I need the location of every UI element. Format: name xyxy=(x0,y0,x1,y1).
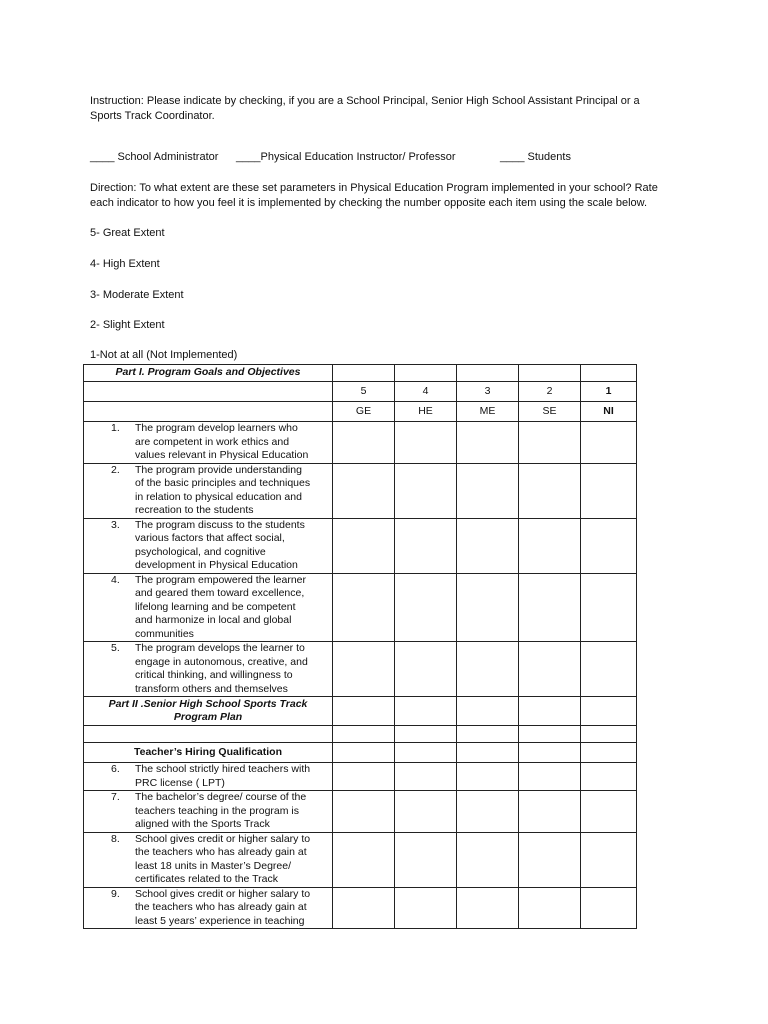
item-statement-cell xyxy=(84,463,333,518)
rating-cell-ni[interactable] xyxy=(581,763,637,791)
item-statement xyxy=(135,791,326,832)
respondent-label: Students xyxy=(524,151,571,163)
item-statement-cell xyxy=(84,573,333,642)
item-statement-line: teachers teaching in the program is xyxy=(135,804,300,817)
rating-cell-ni[interactable] xyxy=(581,832,637,887)
rating-cell-he[interactable] xyxy=(395,763,457,791)
item-statement-line: in relation to physical education and xyxy=(135,490,302,503)
item-statement-line: The program develop learners who xyxy=(135,422,298,434)
item-number: 7. xyxy=(111,791,120,803)
part1-items xyxy=(84,422,637,697)
respondent-label: School Administrator xyxy=(114,151,219,163)
respondent-blank: ____ xyxy=(236,151,261,163)
item-statement-line: and geared them toward excellence, xyxy=(135,587,305,599)
respondent-option-students[interactable] xyxy=(500,150,571,164)
item-statement-line: The program develops the learner to xyxy=(135,642,305,654)
item-statement-cell xyxy=(84,887,333,929)
item-row xyxy=(84,573,637,642)
item-statement-line: recreation to the students xyxy=(135,504,254,516)
instruction-line-1: Instruction: Please indicate by checking, if you are a School Principal, Senior High School Assistant Principal or a xyxy=(90,95,640,107)
item-statement-line: School gives credit or higher salary to xyxy=(135,832,311,845)
item-number: 6. xyxy=(111,763,120,775)
item-statement-line: The school strictly hired teachers with xyxy=(135,763,311,775)
item-number: 5. xyxy=(111,642,120,654)
scale-legend-5: 5- Great Extent xyxy=(90,227,165,239)
item-statement-line: aligned with the Sports Track xyxy=(135,818,270,830)
item-row xyxy=(84,887,637,929)
scale-number-1: 1 xyxy=(581,382,637,402)
scale-code-row xyxy=(84,402,637,422)
direction-line-1: Direction: To what extent are these set parameters in Physical Education Program implemented in your school? Rate xyxy=(90,182,658,194)
part2-title xyxy=(84,697,333,726)
item-statement xyxy=(135,888,326,929)
scale-number-4: 4 xyxy=(395,382,457,402)
item-statement-cell xyxy=(84,832,333,887)
item-number: 8. xyxy=(111,832,120,845)
item-number: 4. xyxy=(111,573,120,586)
respondent-option-pe-instructor[interactable] xyxy=(236,150,456,164)
scale-legend-1: 1-Not at all (Not Implemented) xyxy=(90,349,238,361)
rating-cell-se[interactable] xyxy=(519,791,581,833)
item-row xyxy=(84,422,637,464)
subsection-title-row xyxy=(84,743,637,763)
rating-cell-ge[interactable] xyxy=(333,422,395,464)
item-statement-line: various factors that affect social, xyxy=(135,532,285,544)
rating-cell-se[interactable] xyxy=(519,422,581,464)
item-statement-cell xyxy=(84,642,333,697)
item-statement xyxy=(135,642,326,696)
item-statement xyxy=(135,833,326,887)
rating-cell-se[interactable] xyxy=(519,887,581,929)
rating-cell-he[interactable] xyxy=(395,518,457,573)
rating-cell-me[interactable] xyxy=(457,832,519,887)
item-statement-line: psychological, and cognitive xyxy=(135,545,266,558)
item-statement-line: the teachers who has already gain at xyxy=(135,901,307,913)
rating-cell-ge[interactable] xyxy=(333,791,395,833)
rating-cell-me[interactable] xyxy=(457,887,519,929)
item-statement-line: lifelong learning and be competent xyxy=(135,600,296,613)
rating-cell-se[interactable] xyxy=(519,463,581,518)
scale-legend-4: 4- High Extent xyxy=(90,258,160,270)
item-statement-cell xyxy=(84,518,333,573)
part2-title-line-1: Part II .Senior High School Sports Track xyxy=(108,697,308,710)
item-number: 9. xyxy=(111,887,120,900)
rating-cell-he[interactable] xyxy=(395,573,457,642)
item-statement xyxy=(135,763,326,790)
rating-cell-he[interactable] xyxy=(395,463,457,518)
rating-cell-he[interactable] xyxy=(395,642,457,697)
direction-line-2: each indicator to how you feel it is implemented by checking the number opposite each item using the scale below. xyxy=(90,197,648,209)
rating-cell-me[interactable] xyxy=(457,422,519,464)
rating-cell-se[interactable] xyxy=(519,573,581,642)
rating-cell-ni[interactable] xyxy=(581,642,637,697)
scale-code-ge: GE xyxy=(333,402,395,422)
spacer-row xyxy=(84,726,637,743)
item-statement-line: critical thinking, and willingness to xyxy=(135,669,293,681)
respondent-label: Physical Education Instructor/ Professor xyxy=(260,151,456,163)
scale-number-5: 5 xyxy=(333,382,395,402)
rating-cell-ni[interactable] xyxy=(581,463,637,518)
rating-cell-me[interactable] xyxy=(457,573,519,642)
item-statement-cell xyxy=(84,763,333,791)
rating-cell-me[interactable] xyxy=(457,791,519,833)
item-number: 3. xyxy=(111,518,120,531)
item-number: 1. xyxy=(111,422,120,434)
scale-number-2: 2 xyxy=(519,382,581,402)
item-row xyxy=(84,763,637,791)
item-row xyxy=(84,791,637,833)
item-statement xyxy=(135,464,326,518)
part2-title-line-2: Program Plan xyxy=(173,711,243,723)
item-statement xyxy=(135,422,326,463)
item-row xyxy=(84,463,637,518)
item-statement xyxy=(135,574,326,642)
item-statement-line: engage in autonomous, creative, and xyxy=(135,655,308,668)
item-statement-line: least 18 units in Master’s Degree/ xyxy=(135,859,292,872)
rating-cell-ni[interactable] xyxy=(581,791,637,833)
item-statement-line: the teachers who has already gain at xyxy=(135,846,307,858)
item-statement-line: are competent in work ethics and xyxy=(135,435,290,448)
item-statement-line: certificates related to the Track xyxy=(135,873,278,885)
item-statement-line: The program empowered the learner xyxy=(135,573,307,586)
item-statement-cell xyxy=(84,422,333,464)
rating-cell-se[interactable] xyxy=(519,518,581,573)
item-statement-line: communities xyxy=(135,627,194,640)
item-row xyxy=(84,832,637,887)
item-statement-line: values relevant in Physical Education xyxy=(135,449,309,461)
rating-cell-ge[interactable] xyxy=(333,463,395,518)
rating-cell-ni[interactable] xyxy=(581,887,637,929)
rating-cell-ni[interactable] xyxy=(581,573,637,642)
item-statement-line: development in Physical Education xyxy=(135,559,298,571)
item-row xyxy=(84,642,637,697)
rating-cell-ge[interactable] xyxy=(333,642,395,697)
item-statement-line: The program discuss to the students xyxy=(135,518,305,531)
instruction-line-2: Sports Track Coordinator. xyxy=(90,110,215,122)
rating-cell-he[interactable] xyxy=(395,832,457,887)
item-statement xyxy=(135,519,326,573)
rating-cell-se[interactable] xyxy=(519,832,581,887)
respondent-blank: ____ xyxy=(500,151,525,163)
item-row xyxy=(84,518,637,573)
part1-title: Part I. Program Goals and Objectives xyxy=(84,365,333,382)
survey-table xyxy=(83,364,637,929)
scale-legend-3: 3- Moderate Extent xyxy=(90,289,184,301)
scale-code-me: ME xyxy=(457,402,519,422)
item-statement-line: transform others and themselves xyxy=(135,682,288,695)
scale-code-ni: NI xyxy=(581,402,637,422)
item-statement-line: least 5 years’ experience in teaching xyxy=(135,914,305,927)
part2-title-row xyxy=(84,697,637,726)
rating-cell-he[interactable] xyxy=(395,422,457,464)
item-statement-line: of the basic principles and techniques xyxy=(135,477,311,489)
scale-code-se: SE xyxy=(519,402,581,422)
scale-legend-2: 2- Slight Extent xyxy=(90,319,165,331)
rating-cell-se[interactable] xyxy=(519,642,581,697)
rating-cell-ge[interactable] xyxy=(333,763,395,791)
rating-cell-me[interactable] xyxy=(457,518,519,573)
subsection-title: Teacher’s Hiring Qualification xyxy=(84,743,333,763)
part2-items xyxy=(84,763,637,929)
item-statement-line: and harmonize in local and global xyxy=(135,614,292,626)
rating-cell-se[interactable] xyxy=(519,763,581,791)
item-number: 2. xyxy=(111,463,120,476)
rating-cell-me[interactable] xyxy=(457,763,519,791)
item-statement-line: The bachelor’s degree/ course of the xyxy=(135,791,307,803)
respondent-blank: ____ xyxy=(90,151,115,163)
scale-number-row xyxy=(84,382,637,402)
part1-title-row xyxy=(84,365,637,382)
item-statement-line: PRC license ( LPT) xyxy=(135,776,225,789)
rating-cell-me[interactable] xyxy=(457,642,519,697)
respondent-option-administrator[interactable] xyxy=(90,150,218,164)
item-statement-line: The program provide understanding xyxy=(135,463,302,476)
item-statement-line: School gives credit or higher salary to xyxy=(135,887,311,900)
rating-cell-he[interactable] xyxy=(395,791,457,833)
rating-cell-ge[interactable] xyxy=(333,573,395,642)
scale-number-3: 3 xyxy=(457,382,519,402)
rating-cell-ni[interactable] xyxy=(581,422,637,464)
item-statement-cell xyxy=(84,791,333,833)
rating-cell-ge[interactable] xyxy=(333,832,395,887)
rating-cell-ge[interactable] xyxy=(333,518,395,573)
scale-code-he: HE xyxy=(395,402,457,422)
rating-cell-ge[interactable] xyxy=(333,887,395,929)
rating-cell-me[interactable] xyxy=(457,463,519,518)
rating-cell-ni[interactable] xyxy=(581,518,637,573)
rating-cell-he[interactable] xyxy=(395,887,457,929)
